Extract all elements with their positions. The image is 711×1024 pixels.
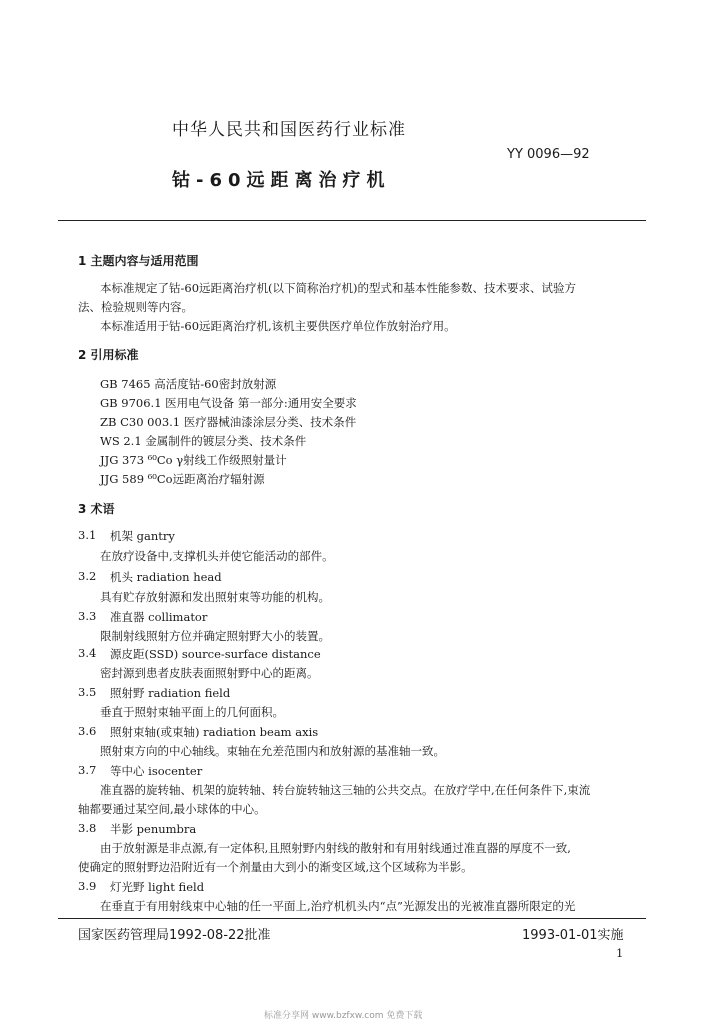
standard-code: YY 0096—92 [507,147,590,162]
term-definition: 准直器的旋转轴、机架的旋转轴、转台旋转轴这三轴的公共交点。在放疗学中,在任何条件下,束流 [100,783,591,797]
term-name: 机头 radiation head [110,570,222,584]
term-definition: 由于放射源是非点源,有一定体积,且照射野内射线的散射和有用射线通过准直器的厚度不一致, [100,841,571,855]
section-3-heading: 3 术语 [78,502,115,516]
term-name: 半影 penumbra [110,822,197,836]
term-name: 准直器 collimator [110,610,208,624]
term-name: 照射束轴(或束轴) radiation beam axis [110,725,319,739]
term-definition-cont: 使确定的照射野边沿附近有一个剂量由大到小的渐变区域,这个区域称为半影。 [78,860,473,874]
term-definition: 垂直于照射束轴平面上的几何面积。 [100,705,284,719]
term-definition: 具有贮存放射源和发出照射束等功能的机构。 [100,590,330,604]
section-2-heading: 2 引用标准 [78,348,139,362]
footer-rule [58,918,646,919]
term-definition: 在放疗设备中,支撑机头并使它能活动的部件。 [100,549,334,563]
term-definition: 限制射线照射方位并确定照射野大小的装置。 [100,629,330,643]
section-1-para-1a: 本标准规定了钴-60远距离治疗机(以下简称治疗机)的型式和基本性能参数、技术要求、试验方 [100,281,576,295]
term-number: 3.6 [78,724,97,738]
term-number: 3.5 [78,685,97,699]
reference-item: JJG 589 ⁶⁰Co远距离治疗辐射源 [100,472,265,486]
term-definition: 照射束方向的中心轴线。束轴在允差范围内和放射源的基准轴一致。 [100,744,445,758]
reference-item: WS 2.1 金属制件的镀层分类、技术条件 [100,434,307,448]
section-1-para-1b: 法、检验规则等内容。 [78,300,193,314]
page-number: 1 [616,946,624,960]
term-definition-cont: 轴都要通过某空间,最小球体的中心。 [78,802,266,816]
section-1-para-2: 本标准适用于钴-60远距离治疗机,该机主要供医疗单位作放射治疗用。 [100,319,456,333]
reference-item: JJG 373 ⁶⁰Co γ射线工作级照射量计 [100,453,287,467]
reference-item: ZB C30 003.1 医疗器械油漆涂层分类、技术条件 [100,415,357,429]
issuing-organization: 中华人民共和国医药行业标准 [172,120,406,140]
term-name: 等中心 isocenter [110,764,203,778]
term-name: 照射野 radiation field [110,686,231,700]
approval-date: 国家医药管理局1992-08-22批准 [78,928,271,943]
term-number: 3.2 [78,569,97,583]
term-number: 3.3 [78,609,97,623]
reference-item: GB 9706.1 医用电气设备 第一部分:通用安全要求 [100,396,357,410]
term-definition: 密封源到患者皮肤表面照射野中心的距离。 [100,666,319,680]
section-1-heading: 1 主题内容与适用范围 [78,254,199,268]
reference-item: GB 7465 高活度钴-60密封放射源 [100,377,277,391]
header-rule [58,220,646,221]
term-number: 3.8 [78,821,97,835]
term-name: 灯光野 light field [110,880,205,894]
term-number: 3.9 [78,879,97,893]
term-number: 3.4 [78,646,97,660]
term-number: 3.1 [78,528,97,542]
watermark: 标准分享网 www.bzfxw.com 免费下载 [264,1011,423,1021]
term-name: 机架 gantry [110,529,175,543]
term-name: 源皮距(SSD) source-surface distance [110,647,321,661]
document-title: 钴-60远距离治疗机 [172,170,391,191]
term-definition: 在垂直于有用射线束中心轴的任一平面上,治疗机机头内“点”光源发出的光被准直器所限定的光 [100,899,576,913]
implementation-date: 1993-01-01实施 [522,928,624,943]
term-number: 3.7 [78,763,97,777]
